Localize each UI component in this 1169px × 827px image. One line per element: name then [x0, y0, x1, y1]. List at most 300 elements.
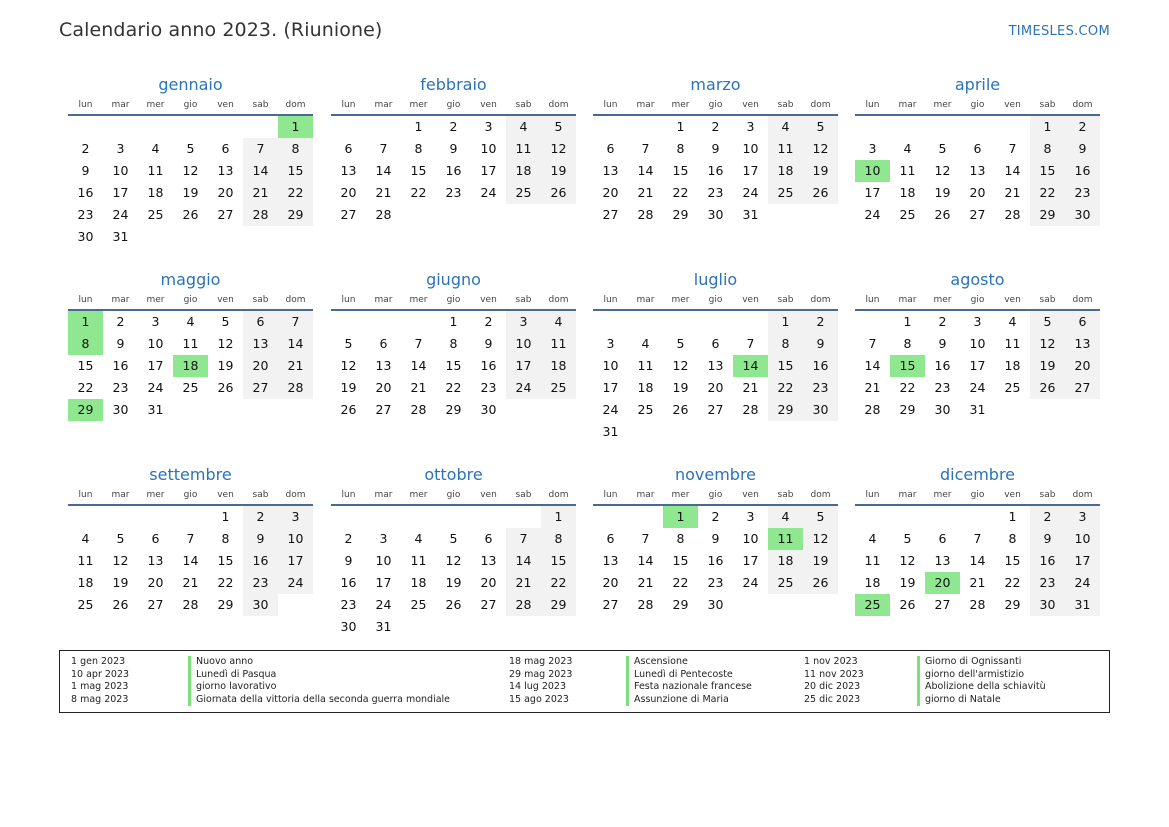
weekday-label: ven	[217, 100, 234, 110]
holiday-day-cell: 1	[663, 506, 698, 528]
weekday-label: lun	[78, 490, 93, 500]
day-cell: 18	[541, 355, 576, 377]
weekday-label: mar	[374, 490, 393, 500]
weekday-label: dom	[810, 100, 831, 110]
day-cell: 24	[506, 377, 541, 399]
legend-date: 14 lug 2023	[509, 681, 566, 693]
day-cell: 25	[541, 377, 576, 399]
day-cell: 29	[672, 207, 689, 222]
empty-cell	[593, 116, 628, 138]
empty-cell	[331, 116, 366, 138]
weekday-label: dom	[810, 295, 831, 305]
weekday-label: ven	[217, 490, 234, 500]
day-cell: 27	[707, 402, 724, 417]
day-cell: 12	[1030, 333, 1065, 355]
day-cell: 21	[1004, 185, 1021, 200]
days-grid	[855, 116, 1100, 226]
legend-holiday-name: Giorno di Ognissanti	[925, 656, 1022, 667]
empty-cell	[593, 311, 628, 333]
empty-cell	[960, 116, 995, 138]
day-cell: 1	[1008, 509, 1017, 524]
weekday-label: sab	[777, 295, 794, 305]
holiday-day-cell: 20	[925, 572, 960, 594]
weekday-label: sab	[777, 490, 794, 500]
day-cell: 12	[445, 553, 462, 568]
day-cell: 25	[410, 597, 427, 612]
day-cell: 1	[414, 119, 423, 134]
month-agosto	[855, 268, 1100, 421]
day-cell: 15	[410, 163, 427, 178]
day-cell: 9	[116, 336, 125, 351]
day-cell: 30	[243, 594, 278, 616]
day-cell: 10	[112, 163, 129, 178]
day-cell: 15	[445, 358, 462, 373]
day-cell: 5	[903, 531, 912, 546]
weekday-label: sab	[252, 295, 269, 305]
day-cell: 23	[340, 597, 357, 612]
day-cell: 23	[480, 380, 497, 395]
day-cell: 5	[541, 116, 576, 138]
weekday-label: sab	[515, 100, 532, 110]
day-cell: 28	[864, 402, 881, 417]
day-cell: 25	[147, 207, 164, 222]
day-cell: 19	[672, 380, 689, 395]
legend-holiday-name: Lunedì di Pasqua	[196, 668, 277, 680]
legend-holiday-name: giorno dell'armistizio	[925, 668, 1025, 680]
day-cell: 31	[112, 229, 129, 244]
weekday-label: gio	[183, 100, 198, 110]
weekday-label: dom	[1072, 295, 1093, 305]
weekday-header	[331, 292, 576, 311]
legend-date: 1 mag 2023	[71, 681, 129, 693]
day-cell: 10	[375, 553, 392, 568]
day-cell: 4	[81, 531, 90, 546]
month-giugno	[331, 268, 576, 421]
legend-names	[917, 656, 1046, 706]
month-name: agosto	[950, 270, 1005, 289]
day-cell: 10	[602, 358, 619, 373]
day-cell: 20	[243, 355, 278, 377]
empty-cell	[173, 506, 208, 528]
site-link[interactable]: TIMESLES.COM	[1008, 24, 1110, 39]
day-cell: 7	[641, 141, 650, 156]
holiday-day-cell: 25	[855, 594, 890, 616]
day-cell: 26	[672, 402, 689, 417]
weekday-label: ven	[742, 490, 759, 500]
holiday-day-cell: 14	[733, 355, 768, 377]
day-cell: 4	[414, 531, 423, 546]
month-ottobre	[331, 463, 576, 638]
day-cell: 2	[81, 141, 90, 156]
day-cell: 24	[147, 380, 164, 395]
empty-cell	[366, 311, 401, 333]
empty-cell	[366, 506, 401, 528]
day-cell: 13	[340, 163, 357, 178]
day-cell: 14	[278, 333, 313, 355]
day-cell: 19	[899, 575, 916, 590]
day-cell: 2	[803, 311, 838, 333]
day-cell: 13	[480, 553, 497, 568]
legend-holiday-name: Ascensione	[634, 656, 688, 667]
day-cell: 30	[77, 229, 94, 244]
day-cell: 1	[221, 509, 230, 524]
day-cell: 6	[151, 531, 160, 546]
empty-cell	[103, 116, 138, 138]
day-cell: 26	[1030, 377, 1065, 399]
day-cell: 30	[480, 402, 497, 417]
empty-cell	[663, 311, 698, 333]
day-cell: 25	[768, 572, 803, 594]
day-cell: 23	[112, 380, 129, 395]
weekday-label: mar	[636, 295, 655, 305]
day-cell: 14	[1004, 163, 1021, 178]
day-cell: 24	[742, 185, 759, 200]
day-cell: 5	[186, 141, 195, 156]
day-cell: 20	[602, 185, 619, 200]
empty-cell	[628, 506, 663, 528]
day-cell: 8	[676, 531, 685, 546]
day-cell: 3	[746, 509, 755, 524]
month-name: ottobre	[424, 465, 483, 484]
day-cell: 13	[147, 553, 164, 568]
day-cell: 17	[278, 550, 313, 572]
day-cell: 14	[506, 550, 541, 572]
empty-cell	[401, 506, 436, 528]
day-cell: 9	[484, 336, 493, 351]
day-cell: 3	[868, 141, 877, 156]
day-cell: 3	[484, 119, 493, 134]
day-cell: 27	[969, 207, 986, 222]
weekday-label: ven	[480, 100, 497, 110]
day-cell: 31	[375, 619, 392, 634]
day-cell: 20	[1065, 355, 1100, 377]
day-cell: 6	[221, 141, 230, 156]
day-cell: 26	[340, 402, 357, 417]
day-cell: 21	[243, 182, 278, 204]
weekday-label: mer	[409, 100, 428, 110]
month-luglio	[593, 268, 838, 443]
holiday-day-cell: 29	[68, 399, 103, 421]
day-cell: 25	[506, 182, 541, 204]
empty-cell	[436, 506, 471, 528]
day-cell: 13	[1065, 333, 1100, 355]
day-cell: 13	[969, 163, 986, 178]
month-marzo	[593, 73, 838, 226]
empty-cell	[208, 116, 243, 138]
day-cell: 27	[934, 597, 951, 612]
month-name: gennaio	[158, 75, 223, 94]
weekday-label: lun	[78, 100, 93, 110]
day-cell: 27	[602, 207, 619, 222]
day-cell: 26	[445, 597, 462, 612]
day-cell: 27	[147, 597, 164, 612]
day-cell: 9	[1030, 528, 1065, 550]
day-cell: 2	[711, 509, 720, 524]
day-cell: 19	[541, 160, 576, 182]
empty-cell	[593, 506, 628, 528]
day-cell: 5	[938, 141, 947, 156]
month-name: aprile	[954, 75, 1001, 94]
weekday-label: dom	[285, 100, 306, 110]
days-grid	[331, 116, 576, 226]
day-cell: 9	[711, 141, 720, 156]
day-cell: 13	[602, 553, 619, 568]
legend-names	[188, 656, 450, 706]
weekday-label: gio	[708, 490, 723, 500]
day-cell: 18	[768, 160, 803, 182]
day-cell: 18	[637, 380, 654, 395]
day-cell: 14	[410, 358, 427, 373]
legend-holiday-name: giorno lavorativo	[196, 681, 277, 693]
day-cell: 16	[934, 358, 951, 373]
day-cell: 3	[973, 314, 982, 329]
day-cell: 30	[707, 207, 724, 222]
day-cell: 22	[899, 380, 916, 395]
empty-cell	[138, 506, 173, 528]
day-cell: 28	[637, 597, 654, 612]
day-cell: 6	[973, 141, 982, 156]
day-cell: 24	[112, 207, 129, 222]
legend-date: 1 gen 2023	[71, 656, 126, 667]
weekday-label: gio	[183, 295, 198, 305]
weekday-label: sab	[1039, 490, 1056, 500]
weekday-label: ven	[217, 295, 234, 305]
empty-cell	[628, 116, 663, 138]
day-cell: 26	[541, 182, 576, 204]
day-cell: 17	[112, 185, 129, 200]
day-cell: 5	[1030, 311, 1065, 333]
legend-holiday-name: Festa nazionale francese	[634, 681, 752, 693]
day-cell: 2	[116, 314, 125, 329]
empty-cell	[506, 506, 541, 528]
legend-holiday-name: Lunedì di Pentecoste	[634, 668, 733, 680]
day-cell: 24	[864, 207, 881, 222]
weekday-header	[68, 97, 313, 116]
day-cell: 28	[1004, 207, 1021, 222]
empty-cell	[925, 116, 960, 138]
day-cell: 30	[934, 402, 951, 417]
weekday-label: gio	[708, 295, 723, 305]
days-grid	[593, 311, 838, 443]
empty-cell	[173, 116, 208, 138]
day-cell: 8	[1008, 531, 1017, 546]
weekday-label: mer	[933, 100, 952, 110]
day-cell: 19	[1030, 355, 1065, 377]
day-cell: 7	[746, 336, 755, 351]
weekday-label: dom	[1072, 100, 1093, 110]
day-cell: 11	[899, 163, 916, 178]
day-cell: 4	[151, 141, 160, 156]
days-grid	[68, 506, 313, 616]
day-cell: 23	[445, 185, 462, 200]
day-cell: 28	[410, 402, 427, 417]
legend-date: 11 nov 2023	[804, 668, 864, 680]
legend-holiday-name: Nuovo anno	[196, 656, 254, 667]
day-cell: 12	[934, 163, 951, 178]
day-cell: 21	[375, 185, 392, 200]
day-cell: 20	[147, 575, 164, 590]
empty-cell	[138, 116, 173, 138]
day-cell: 21	[742, 380, 759, 395]
weekday-header	[68, 487, 313, 506]
day-cell: 23	[77, 207, 94, 222]
day-cell: 18	[147, 185, 164, 200]
day-cell: 2	[1030, 506, 1065, 528]
day-cell: 4	[1008, 314, 1017, 329]
weekday-label: ven	[480, 295, 497, 305]
day-cell: 9	[81, 163, 90, 178]
weekday-label: lun	[341, 295, 356, 305]
day-cell: 8	[676, 141, 685, 156]
day-cell: 29	[278, 204, 313, 226]
weekday-label: dom	[285, 490, 306, 500]
weekday-label: mer	[146, 490, 165, 500]
day-cell: 10	[147, 336, 164, 351]
legend-holiday-name: giorno di Natale	[925, 693, 1001, 705]
empty-cell	[925, 506, 960, 528]
day-cell: 17	[147, 358, 164, 373]
day-cell: 11	[768, 138, 803, 160]
weekday-label: gio	[446, 490, 461, 500]
day-cell: 29	[217, 597, 234, 612]
day-cell: 5	[803, 116, 838, 138]
days-grid	[593, 116, 838, 226]
day-cell: 11	[541, 333, 576, 355]
day-cell: 17	[864, 185, 881, 200]
weekday-label: lun	[865, 490, 880, 500]
holiday-day-cell: 15	[890, 355, 925, 377]
weekday-label: mer	[933, 490, 952, 500]
weekday-label: ven	[480, 490, 497, 500]
day-cell: 22	[410, 185, 427, 200]
day-cell: 20	[340, 185, 357, 200]
day-cell: 14	[375, 163, 392, 178]
day-cell: 6	[606, 531, 615, 546]
day-cell: 28	[742, 402, 759, 417]
day-cell: 7	[1008, 141, 1017, 156]
day-cell: 29	[899, 402, 916, 417]
weekday-header	[331, 97, 576, 116]
day-cell: 14	[864, 358, 881, 373]
day-cell: 11	[1004, 336, 1021, 351]
day-cell: 23	[707, 185, 724, 200]
day-cell: 5	[116, 531, 125, 546]
day-cell: 10	[480, 141, 497, 156]
day-cell: 4	[641, 336, 650, 351]
day-cell: 22	[541, 572, 576, 594]
legend-holiday-name: Abolizione della schiavitù	[925, 681, 1046, 693]
day-cell: 20	[480, 575, 497, 590]
weekday-label: ven	[1004, 295, 1021, 305]
weekday-label: mar	[898, 295, 917, 305]
day-cell: 16	[1065, 160, 1100, 182]
day-cell: 4	[868, 531, 877, 546]
weekday-label: mer	[933, 295, 952, 305]
day-cell: 26	[217, 380, 234, 395]
day-cell: 22	[768, 377, 803, 399]
day-cell: 29	[445, 402, 462, 417]
day-cell: 8	[221, 531, 230, 546]
day-cell: 6	[711, 336, 720, 351]
empty-cell	[401, 311, 436, 333]
day-cell: 1	[1030, 116, 1065, 138]
day-cell: 23	[1065, 182, 1100, 204]
day-cell: 21	[637, 575, 654, 590]
day-cell: 17	[742, 163, 759, 178]
page-title: Calendario anno 2023. (Riunione)	[59, 19, 383, 41]
day-cell: 30	[1065, 204, 1100, 226]
day-cell: 20	[375, 380, 392, 395]
day-cell: 8	[541, 528, 576, 550]
weekday-label: mar	[898, 100, 917, 110]
day-cell: 4	[506, 116, 541, 138]
month-settembre	[68, 463, 313, 616]
month-name: luglio	[693, 270, 738, 289]
day-cell: 14	[637, 553, 654, 568]
day-cell: 17	[602, 380, 619, 395]
weekday-label: gio	[183, 490, 198, 500]
holiday-day-cell: 18	[173, 355, 208, 377]
legend-date: 29 mag 2023	[509, 668, 573, 680]
day-cell: 15	[768, 355, 803, 377]
day-cell: 29	[1004, 597, 1021, 612]
weekday-label: lun	[603, 490, 618, 500]
weekday-label: sab	[515, 295, 532, 305]
day-cell: 12	[340, 358, 357, 373]
day-cell: 26	[899, 597, 916, 612]
day-cell: 11	[77, 553, 94, 568]
day-cell: 19	[112, 575, 129, 590]
legend-holiday-name: Giornata della vittoria della seconda guerra mondiale	[196, 693, 451, 705]
day-cell: 2	[449, 119, 458, 134]
day-cell: 15	[1004, 553, 1021, 568]
day-cell: 22	[1004, 575, 1021, 590]
day-cell: 12	[182, 163, 199, 178]
day-cell: 2	[344, 531, 353, 546]
day-cell: 20	[707, 380, 724, 395]
days-grid	[331, 506, 576, 638]
day-cell: 3	[606, 336, 615, 351]
day-cell: 14	[969, 553, 986, 568]
day-cell: 21	[182, 575, 199, 590]
weekday-label: mer	[409, 490, 428, 500]
empty-cell	[890, 116, 925, 138]
empty-cell	[855, 311, 890, 333]
day-cell: 12	[541, 138, 576, 160]
days-grid	[593, 506, 838, 616]
day-cell: 10	[506, 333, 541, 355]
day-cell: 8	[278, 138, 313, 160]
day-cell: 9	[344, 553, 353, 568]
month-aprile	[855, 73, 1100, 226]
weekday-label: mar	[636, 490, 655, 500]
weekday-label: mer	[671, 295, 690, 305]
month-name: dicembre	[939, 465, 1016, 484]
day-cell: 1	[768, 311, 803, 333]
day-cell: 2	[243, 506, 278, 528]
day-cell: 25	[637, 402, 654, 417]
day-cell: 14	[182, 553, 199, 568]
day-cell: 19	[934, 185, 951, 200]
weekday-label: dom	[285, 295, 306, 305]
day-cell: 18	[410, 575, 427, 590]
day-cell: 11	[506, 138, 541, 160]
day-cell: 16	[340, 575, 357, 590]
day-cell: 22	[672, 575, 689, 590]
weekday-label: mer	[146, 295, 165, 305]
day-cell: 13	[707, 358, 724, 373]
weekday-header	[593, 97, 838, 116]
